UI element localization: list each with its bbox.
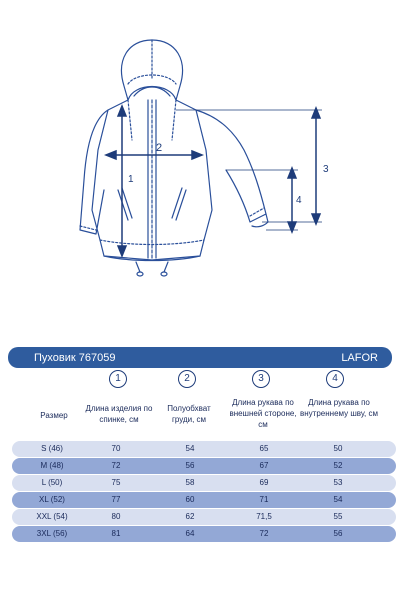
cell-half-chest: 58 xyxy=(185,478,195,487)
cell-sleeve-outer: 67 xyxy=(259,461,269,470)
cell-sleeve-inner: 56 xyxy=(333,529,343,538)
drawcord xyxy=(136,262,168,272)
column-number-4: 4 xyxy=(326,370,344,388)
table-row xyxy=(12,475,396,491)
table-row xyxy=(12,526,396,542)
header-sleeve-outer: Длина рукава по внешней стороне, см xyxy=(229,398,297,429)
cell-size: XXL (54) xyxy=(36,512,68,521)
brand-name: LAFOR xyxy=(341,351,378,364)
table-row xyxy=(12,441,396,457)
cell-half-chest: 60 xyxy=(185,495,195,504)
cell-size: XL (52) xyxy=(39,495,65,504)
dimension-label-1: 1 xyxy=(128,174,134,185)
cell-sleeve-inner: 53 xyxy=(333,478,343,487)
product-name: Пуховик 767059 xyxy=(34,351,116,364)
table-row xyxy=(12,458,396,474)
cell-size: L (50) xyxy=(41,478,63,487)
cell-sleeve-outer: 72 xyxy=(259,529,269,538)
cell-sleeve-outer: 65 xyxy=(259,444,269,453)
column-number-2: 2 xyxy=(178,370,196,388)
cell-back-length: 80 xyxy=(111,512,121,521)
cell-back-length: 70 xyxy=(111,444,121,453)
cell-sleeve-inner: 50 xyxy=(333,444,343,453)
cell-sleeve-outer: 71 xyxy=(259,495,269,504)
cell-sleeve-inner: 54 xyxy=(333,495,343,504)
dimension-label-3: 3 xyxy=(323,164,329,175)
left-pocket xyxy=(118,188,132,220)
cell-half-chest: 56 xyxy=(185,461,195,470)
cell-size: M (48) xyxy=(40,461,64,470)
column-number-3: 3 xyxy=(252,370,270,388)
cell-size: 3XL (56) xyxy=(36,529,68,538)
cell-size: S (46) xyxy=(41,444,63,453)
product-title-bar xyxy=(8,347,392,368)
cell-back-length: 72 xyxy=(111,461,121,470)
right-sleeve-outline xyxy=(196,110,266,222)
header-half-chest: Полуобхват груди, см xyxy=(167,404,211,424)
dimension-label-4: 4 xyxy=(296,195,302,206)
cell-sleeve-inner: 55 xyxy=(333,512,343,521)
cell-half-chest: 62 xyxy=(185,512,195,521)
right-pocket xyxy=(172,188,186,220)
cell-back-length: 77 xyxy=(111,495,121,504)
cell-sleeve-outer: 71,5 xyxy=(256,512,272,521)
cell-back-length: 81 xyxy=(111,529,121,538)
cell-sleeve-outer: 69 xyxy=(259,478,269,487)
header-sleeve-inner: Длина рукава по внутреннему шву, см xyxy=(300,398,378,418)
header-size: Размер xyxy=(40,411,68,420)
column-number-1: 1 xyxy=(109,370,127,388)
table-row xyxy=(12,509,396,525)
dimension-label-2: 2 xyxy=(156,142,163,154)
table-row xyxy=(12,492,396,508)
cell-sleeve-inner: 52 xyxy=(333,461,343,470)
cell-half-chest: 64 xyxy=(185,529,195,538)
cell-half-chest: 54 xyxy=(185,444,195,453)
cell-back-length: 75 xyxy=(111,478,121,487)
header-back-length: Длина изделия по спинке, см xyxy=(85,404,153,424)
